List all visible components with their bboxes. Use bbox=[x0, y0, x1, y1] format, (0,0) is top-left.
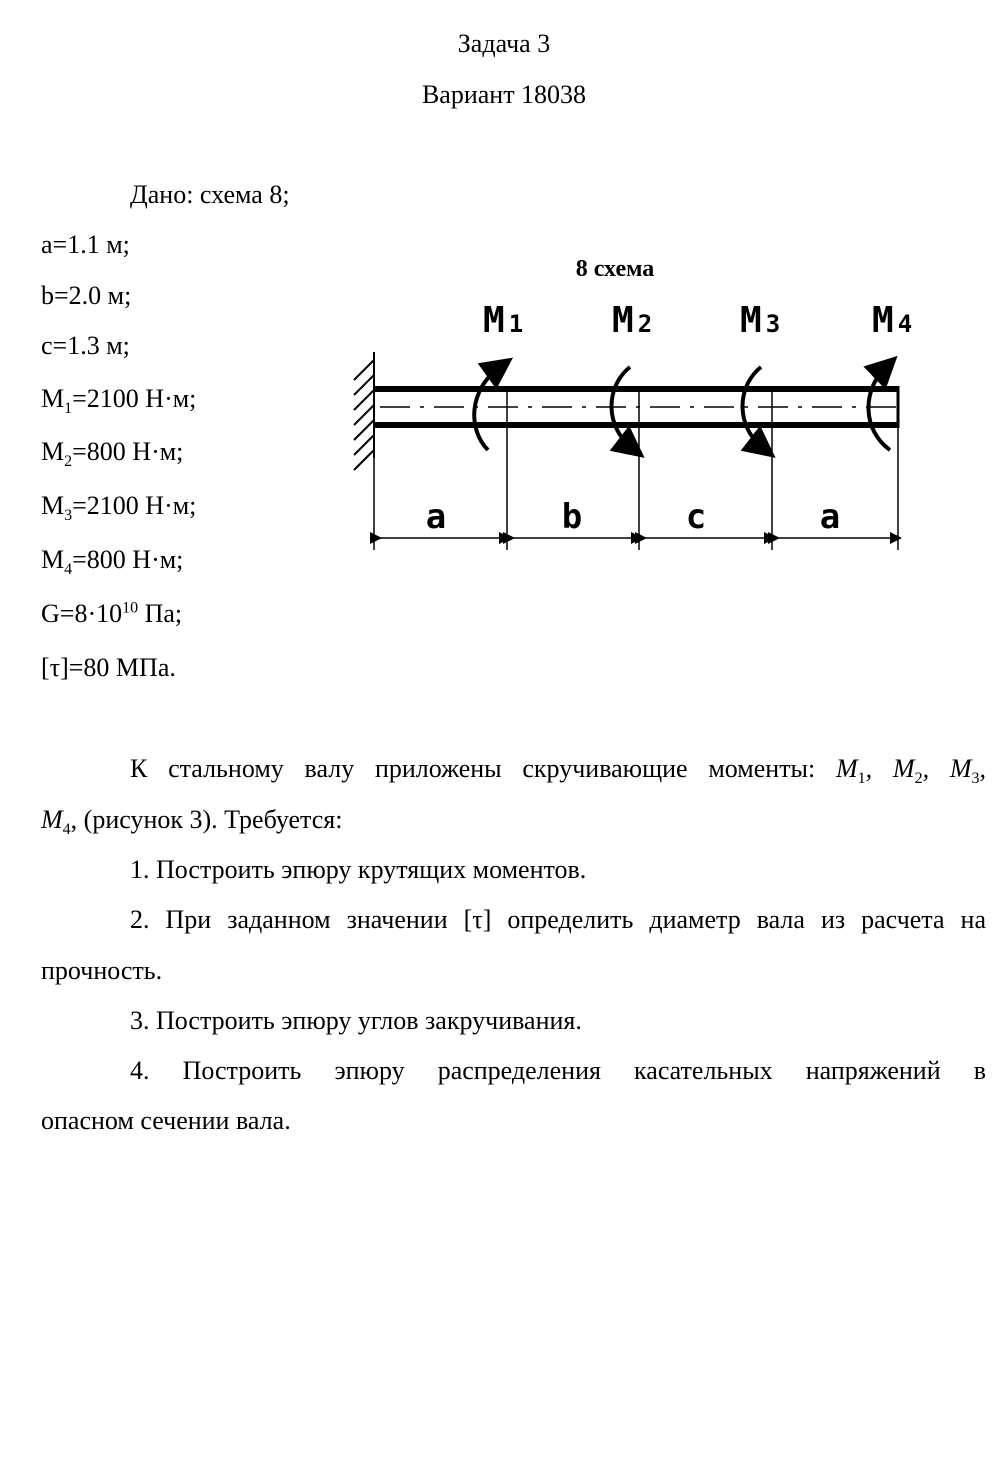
given-a: a=1.1 м; bbox=[41, 230, 130, 259]
moment-label-3: M 3 bbox=[740, 300, 781, 341]
shaft bbox=[374, 386, 898, 428]
moment-arrow-1 bbox=[474, 367, 500, 450]
task-title: Задача 3 bbox=[457, 29, 551, 58]
segment-label-4: a bbox=[819, 497, 841, 537]
paragraph-1-line-1: К стальному валу приложены скручивающие моменты: $M_1$, $M_2$, $M_3$, bbox=[130, 754, 986, 788]
given-b: b=2.0 м; bbox=[41, 281, 132, 310]
shaft-diagram bbox=[340, 250, 960, 560]
variant-title: Вариант 18038 bbox=[421, 80, 587, 109]
task-item-4-line-2: опасном сечении вала. bbox=[41, 1106, 291, 1135]
given-tau: [τ]=80 МПа. bbox=[41, 653, 176, 682]
segment-label-3: c bbox=[685, 497, 707, 537]
given-m2: $M_2=800$ Н·м; bbox=[41, 437, 184, 471]
segment-label-2: b bbox=[561, 497, 583, 537]
segment-label-1: a bbox=[425, 497, 447, 537]
task-item-3: 3. Построить эпюру углов закручивания. bbox=[130, 1006, 582, 1035]
task-item-2-line-1: 2. При заданном значении [τ] определить диаметр вала из расчета на bbox=[130, 905, 986, 934]
task-item-4-line-1: 4. Построить эпюру распределения касательных напряжений в bbox=[130, 1056, 986, 1085]
diagram-title: 8 схема bbox=[575, 256, 655, 282]
given-m1: $M_1=2100$ Н·м; bbox=[41, 384, 197, 418]
task-item-2-line-2: прочность. bbox=[41, 956, 163, 985]
paragraph-1-line-2: $M_4$, (рисунок 3). Требуется: bbox=[41, 805, 343, 839]
given-intro: Дано: схема 8; bbox=[130, 180, 290, 209]
moment-label-4: M 4 bbox=[872, 300, 913, 341]
moment-label-2: M 2 bbox=[612, 300, 653, 341]
given-m3: $M_3=2100$ Н·м; bbox=[41, 491, 197, 525]
given-c: c=1.3 м; bbox=[41, 331, 130, 360]
moment-arrow-4 bbox=[868, 367, 890, 450]
given-m4: $M_4=800$ Н·м; bbox=[41, 545, 184, 579]
task-item-1: 1. Построить эпюру крутящих моментов. bbox=[130, 855, 587, 884]
fixed-support bbox=[354, 352, 374, 470]
given-g: $G=8\cdot 10^{10}$ Па; bbox=[41, 599, 183, 628]
moment-label-1: M 1 bbox=[483, 300, 524, 341]
